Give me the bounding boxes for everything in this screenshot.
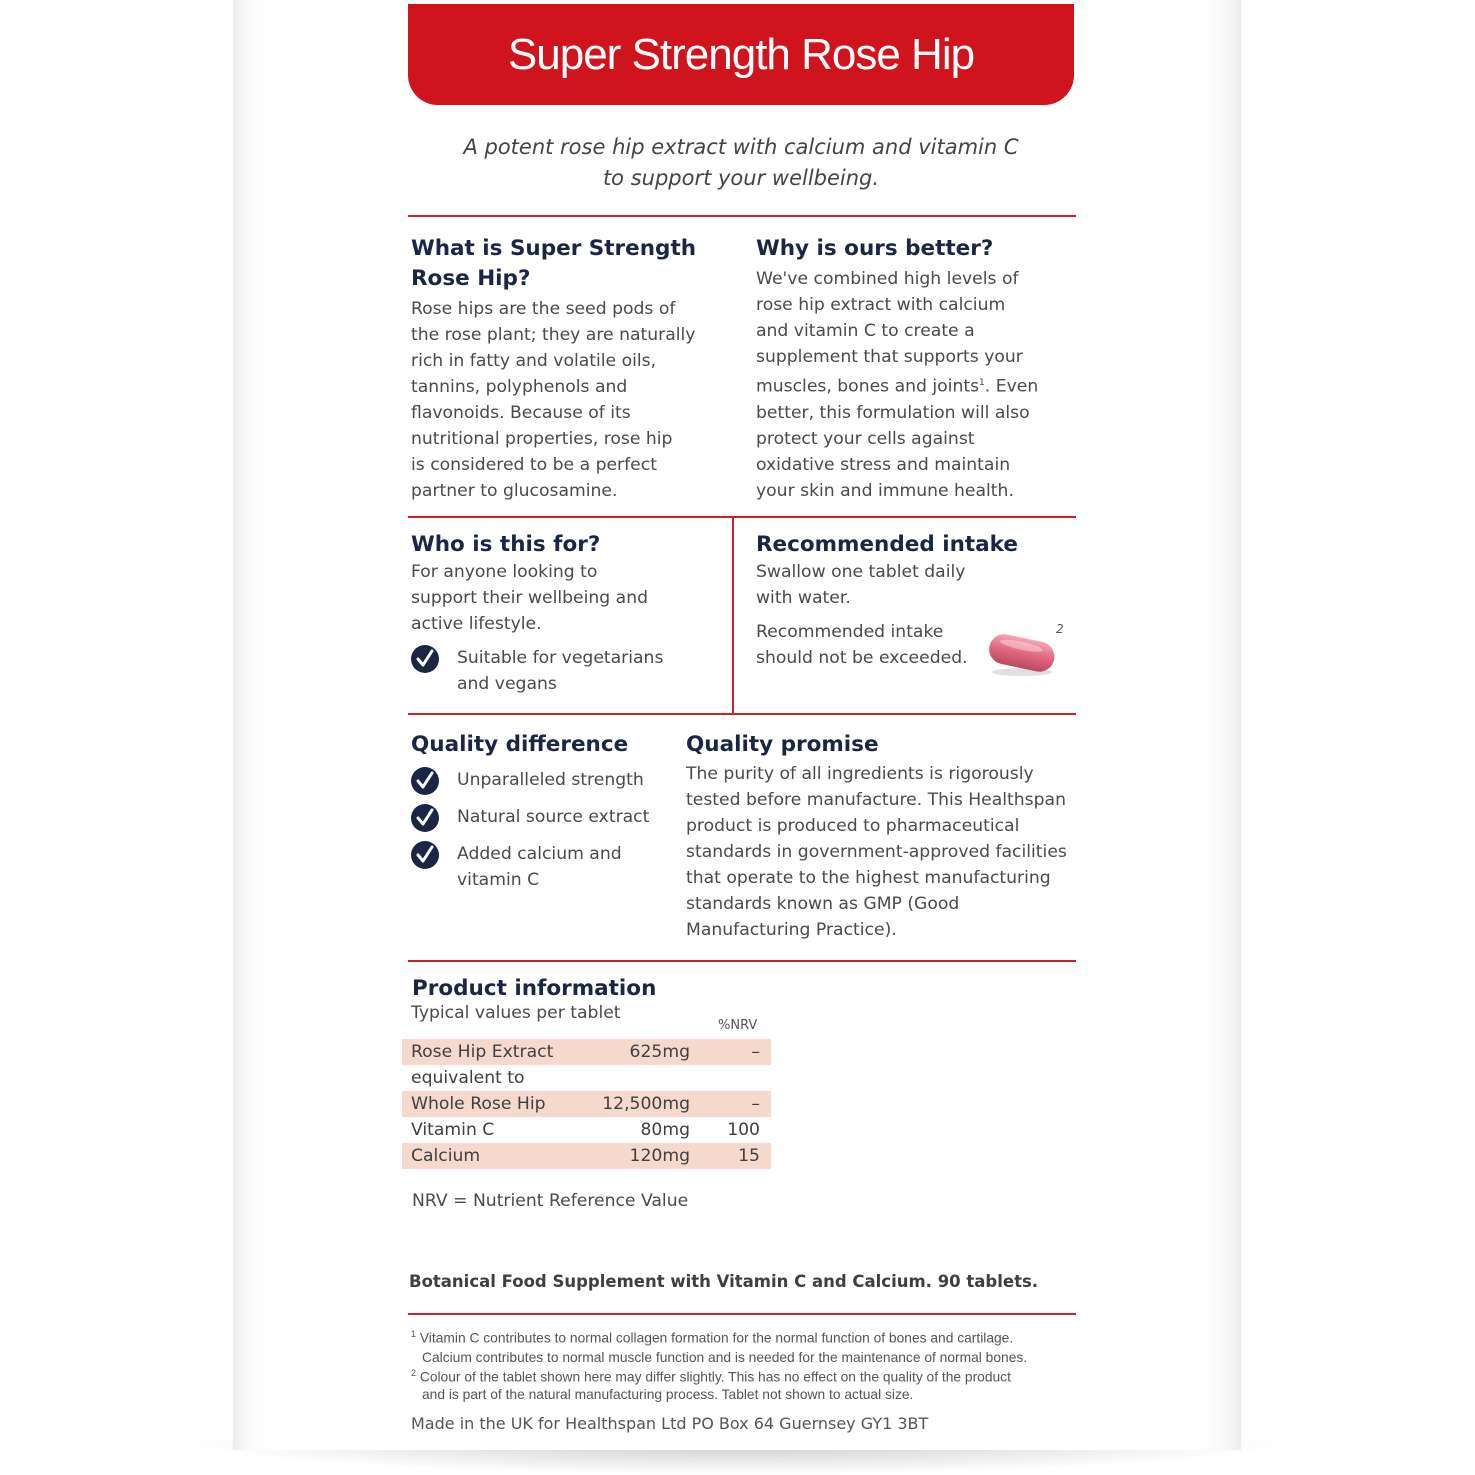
divider [408, 215, 1076, 217]
what-text: Rose hips are the seed pods of the rose plant; they are naturally rich in fatty and volatile oils, tannins, polyphenols and flavonoids. Because of its nutritional properties, rose hip is considered to be a perfect partner to glucosamine. [411, 299, 696, 501]
intake-warning: Recommended intake should not be exceeded. [756, 622, 968, 668]
tablet-image [985, 630, 1059, 678]
vegan-label: Suitable for vegetarians and vegans [457, 648, 664, 694]
divider [408, 1313, 1076, 1315]
table-row: Whole Rose Hip 12,500mg – [402, 1091, 771, 1117]
product-info-subheading: Typical values per tablet [411, 1003, 621, 1023]
why-heading: Why is ours better? [756, 236, 994, 261]
quality-item: Natural source extract [457, 807, 650, 827]
table-row: Rose Hip Extract 625mg – [402, 1039, 771, 1065]
divider [408, 960, 1076, 962]
what-heading: What is Super Strength Rose Hip? [411, 236, 697, 291]
tablet-footnote-mark: 2 [1056, 622, 1064, 636]
nrv-column-header: %NRV [718, 1018, 758, 1033]
nrv-note: NRV = Nutrient Reference Value [412, 1191, 689, 1211]
intake-text: Swallow one tablet daily with water. [756, 562, 966, 608]
table-row: Calcium 120mg 15 [402, 1143, 771, 1169]
divider [408, 516, 1076, 518]
title-banner [408, 4, 1074, 105]
product-title: Super Strength Rose Hip [507, 29, 975, 79]
why-text: We've combined high levels of rose hip extract with calcium and vitamin C to create a supplement that supports your muscles, bones and joints$^1$. Even better, this formulation will also protect your cells against oxidative stress and maintain your skin and immune health. [756, 269, 1039, 501]
footnote-2: $^2$ Colour of the tablet shown here may differ slightly. This has no effect on the quality of the product and is part of the natural manufacturing process. Tablet not shown to actual size. [411, 1368, 1011, 1402]
quality-diff-heading: Quality difference [411, 732, 629, 757]
quality-promise-heading: Quality promise [686, 732, 879, 757]
check-icon [411, 841, 439, 869]
check-icon [411, 804, 439, 832]
check-icon [411, 767, 439, 795]
quality-item: Added calcium and vitamin C [457, 844, 622, 890]
check-icon [411, 645, 439, 673]
table-row: equivalent to [411, 1068, 525, 1088]
product-info-heading: Product information [412, 976, 657, 1001]
intake-heading: Recommended intake [756, 532, 1018, 557]
who-heading: Who is this for? [411, 532, 601, 557]
supplement-line: Botanical Food Supplement with Vitamin C and Calcium. 90 tablets. [409, 1272, 1039, 1291]
who-text: For anyone looking to support their wellbeing and active lifestyle. [411, 562, 649, 634]
table-row: Vitamin C 80mg 100 [411, 1120, 760, 1140]
quality-item: Unparalleled strength [457, 770, 644, 790]
footnote-1: $^1$ Vitamin C contributes to normal collagen formation for the normal function of bones and cartilage. Calcium contributes to normal muscle function and is needed for the maintenance of normal bones. [411, 1329, 1028, 1365]
product-box-back [233, 0, 1241, 1450]
quality-promise-text: The purity of all ingredients is rigorously tested before manufacture. This Healthspan product is produced to pharmaceutical standards in government-approved facilities that operate to the highest manufacturing standards known as GMP (Good Manufacturing Practice). [686, 764, 1067, 940]
tagline: A potent rose hip extract with calcium and vitamin C to support your wellbeing. [463, 135, 1019, 190]
divider [408, 713, 1076, 715]
manufacturer-address: Made in the UK for Healthspan Ltd PO Box 64 Guernsey GY1 3BT [411, 1414, 929, 1433]
vertical-divider [732, 517, 734, 714]
